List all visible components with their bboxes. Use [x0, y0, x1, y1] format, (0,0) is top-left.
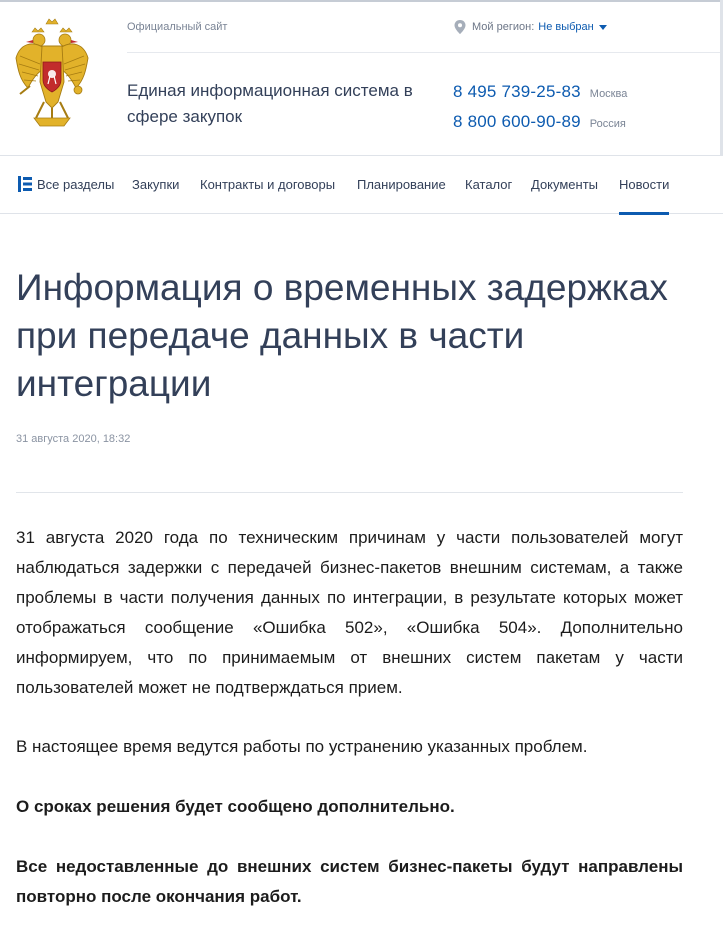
nav-item-documents[interactable]: Документы: [531, 177, 599, 192]
region-label: Мой регион:: [472, 21, 535, 33]
phone-russia[interactable]: [453, 112, 626, 132]
nav-item-catalog[interactable]: Каталог: [465, 177, 513, 192]
main-nav: [0, 155, 723, 214]
site-title[interactable]: Единая информационная система в сфере закупок: [127, 81, 413, 126]
article-title: Информация о временных задержках при передаче данных в части интеграции: [16, 267, 668, 404]
sections-menu-icon[interactable]: [18, 176, 32, 192]
article-date: 31 августа 2020, 18:32: [16, 433, 131, 445]
phone-city: Россия: [589, 118, 626, 130]
article-paragraph: 31 августа 2020 года по техническим причинам у части пользователей могут наблюдаться задержки с передачей бизнес-пакетов внешним системам, а также проблемы в части получения данных по интеграции, в результате которых может отображаться сообщение «Ошибка 502», «Ошибка 504». Дополнительно информируем, что по принимаемым от внешних систем пакетам у части пользователей может не подтверждаться прием.: [16, 528, 683, 697]
article-paragraph: В настоящее время ведутся работы по устранению указанных проблем.: [16, 737, 588, 756]
header-divider: [127, 52, 723, 53]
phone-moscow[interactable]: [453, 82, 627, 102]
top-border: [0, 0, 723, 2]
chevron-down-icon[interactable]: [599, 25, 607, 30]
nav-item-contracts[interactable]: Контракты и договоры: [200, 177, 336, 192]
nav-item-news[interactable]: Новости: [619, 177, 670, 192]
article-divider: [16, 492, 683, 493]
coat-of-arms-icon[interactable]: [14, 18, 90, 130]
region-selector[interactable]: [454, 20, 607, 34]
nav-item-purchases[interactable]: Закупки: [132, 177, 180, 192]
nav-item-all-sections[interactable]: Все разделы: [37, 177, 115, 192]
article-paragraph-bold: О сроках решения будет сообщено дополнительно.: [16, 797, 455, 816]
nav-item-planning[interactable]: Планирование: [357, 177, 446, 192]
official-site-label: Официальный сайт: [127, 21, 228, 33]
region-value[interactable]: Не выбран: [538, 21, 594, 33]
phone-number[interactable]: 8 495 739-25-83: [453, 82, 581, 101]
location-pin-icon: [454, 20, 466, 34]
article-paragraph-bold: Все недоставленные до внешних систем бизнес-пакеты будут направлены повторно после окончания работ.: [16, 857, 683, 906]
phone-number[interactable]: 8 800 600-90-89: [453, 112, 581, 131]
phone-city: Москва: [589, 88, 628, 100]
